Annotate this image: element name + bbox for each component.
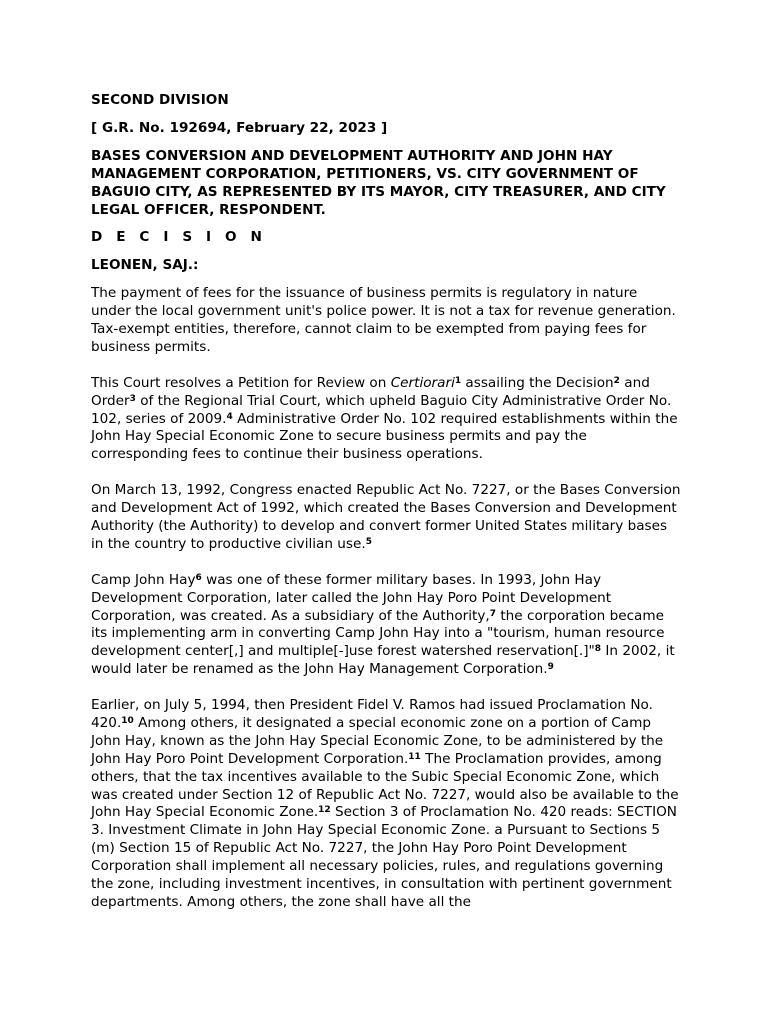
paragraph-1: The payment of fees for the issuance of business permits is regulatory in nature under the local government unit's police power. It is not a tax for revenue generation. Tax-exempt entities, therefore, cannot claim to be exempted from paying fees for business permits. (91, 285, 676, 355)
text-run: Earlier, on July 5, 1994, then President Fidel V. Ramos had issued Proclamation No. 420. (91, 697, 653, 731)
footnote-ref-5[interactable]: 5 (365, 536, 372, 547)
paragraph-3 (91, 482, 681, 554)
footnote-ref-3[interactable]: 3 (129, 393, 136, 404)
footnote-ref-12[interactable]: 12 (318, 805, 331, 816)
case-title: BASES CONVERSION AND DEVELOPMENT AUTHORITY AND JOHN HAY MANAGEMENT CORPORATION, PETITIONERS, VS. CITY GOVERNMENT OF BAGUIO CITY, AS REPRESENTED BY ITS MAYOR, CITY TREASURER, AND CITY LEGAL OFFICER, RESPONDENT. (91, 147, 666, 218)
footnote-ref-11[interactable]: 11 (408, 751, 421, 762)
italic-text: Certiorari (390, 374, 455, 391)
text-run: was one of these former military bases. In 1993, John Hay Development Corporation, later called the John Hay Poro Point Development Corporation, was created. As a subsidiary of the Authority, (91, 571, 612, 624)
text-run: of the Regional Trial Court, which upheld Baguio City Administrative Order No. 102, series of 2009. (91, 392, 672, 427)
text-run: Administrative Order No. 102 required establishments within the John Hay Special Economic Zone to secure business permits and pay the corresponding fees to continue their business operations. (91, 410, 678, 463)
footnote-ref-1[interactable]: 1 (454, 375, 462, 386)
footnote-ref-4[interactable]: 4 (226, 411, 233, 422)
text-run: The Proclamation provides, among others, that the tax incentives available to the Subic Special Economic Zone, which was created under Section 12 of Republic Act No. 7227, would also be available to the John Hay Special Economic Zone. (91, 750, 679, 821)
text-run: Section 3 of Proclamation No. 420 reads: SECTION 3. Investment Climate in John Hay Special Economic Zone. a Pursuant to Sections 5 (m) Section 15 of Republic Act No. 7227, the John Hay Poro Point Development Corporation shall implement all necessary policies, rules, and regulations governing the zone, including investment incentives, in consultation with pertinent government departments. Among others, the zone shall have all the (91, 804, 677, 910)
decision-label: D E C I S I O N (91, 229, 267, 246)
text-run: On March 13, 1992, Congress enacted Republic Act No. 7227, or the Bases Conversion and Development Act of 1992, which created the Bases Conversion and Development Authority (the Authority) to develop and convert former United States military bases in the country to productive civilian use. (91, 482, 681, 552)
paragraph-5 (91, 697, 681, 912)
paragraph-4 (91, 572, 681, 679)
footnote-ref-8[interactable]: 8 (594, 644, 602, 655)
paragraph-2 (91, 375, 681, 465)
document-page (91, 92, 681, 930)
footnote-ref-2[interactable]: 2 (613, 375, 620, 386)
text-run: and Order (91, 374, 650, 409)
text-run: In 2002, it would later be renamed as the John Hay Management Corporation. (91, 643, 675, 678)
footnote-ref-6[interactable]: 6 (195, 572, 202, 583)
footnote-ref-7[interactable]: 7 (489, 608, 497, 619)
text-run: Camp John Hay (91, 571, 196, 588)
footnote-ref-10[interactable]: 10 (121, 715, 134, 726)
text-run: Among others, it designated a special economic zone on a portion of Camp John Hay, known as the John Hay Special Economic Zone, to be administered by the John Hay Poro Point Development Corporation. (91, 714, 664, 767)
text-run: assailing the Decision (461, 374, 614, 391)
footnote-ref-9[interactable]: 9 (547, 662, 554, 673)
division-heading: SECOND DIVISION (91, 92, 229, 108)
ponente: LEONEN, SAJ.: (91, 257, 199, 274)
text-run: the corporation became its implementing arm in converting Camp John Hay into a "tourism, human resource development center[,] and multiple[-]use forest watershed reservation[.]" (91, 607, 665, 660)
text-run: This Court resolves a Petition for Review on (91, 374, 391, 391)
case-number: [ G.R. No. 192694, February 22, 2023 ] (91, 119, 388, 136)
